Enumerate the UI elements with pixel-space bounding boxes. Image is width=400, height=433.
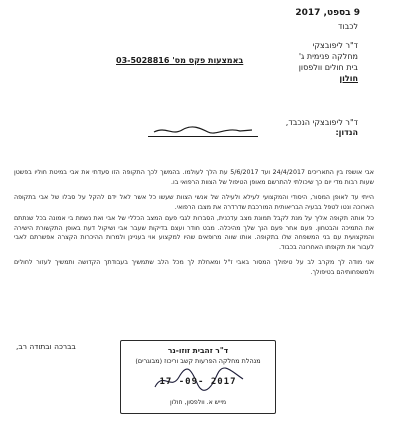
salutation: ד"ר ליפובצקי הנכבד, bbox=[285, 118, 358, 127]
closing-line: בברכה ובתודה רב, bbox=[16, 342, 76, 351]
stamp-organization: מייש א. וולפסון, חולון bbox=[169, 399, 227, 406]
stamp-date: 17 -09- 2017 bbox=[159, 377, 237, 387]
stamp-name: ד"ר זהבית זוזו-נר bbox=[167, 346, 229, 355]
body-paragraph: אני מודה לך מקרב לב על טיפולך המסור באבי ז"ל ומאחלת לך מכל הלב שתמשיך בעבודתך הקדושה ותמשיך לעזור לחולים ולמשפחותיהם בטיפולך. bbox=[14, 259, 374, 276]
body-paragraph: הייתי עד לאופן המסור, היסודי והמקצועי לעילא ולעילה של אנשי הצוות שעשו כל אשר לאל ידם להקל על סבלו של אבי בתקופה הארוכה ונטו לטפל בבעיה הבריאותית המורכבת שדרדרה את מצבו הרפואי. bbox=[14, 194, 374, 211]
to-label: לכבוד bbox=[338, 22, 358, 31]
fax-line: באמצעות פקס מס' 03-5028816 bbox=[116, 56, 244, 65]
body-paragraph: כל אותה תקופה אליך על מנת לקבל תמונת מצב עדכנית, הסברות לגבי פעם המצב הכללי של אבי ואת נשמת בי אמונה בכל שנתתם את התמיכה והבטחון. פעם אחר פעם הנך שלך מהיכלה. מבט חודר ועצם בדיקות שעבר אבי ושיקול דעת באופן התקשורת הישירה והמקצועית עם בני המשפחה שלו בתקופה. אותו שווה מרופאים שהיו למקצוע אוי בעניינן ולמרות ההיכרות הקצרה אפשרתם לאבי לעבור את תקופתו האחרונה בכבוד. bbox=[14, 215, 374, 251]
recipient-line: ד"ר ליפובצקי bbox=[312, 41, 358, 50]
physician-stamp bbox=[120, 340, 276, 414]
recipient-line: מחלקה פנימית ג' bbox=[298, 52, 358, 61]
letter-date: 9 בספט, 2017 bbox=[295, 8, 360, 18]
subject-underline bbox=[148, 136, 258, 137]
recipient-block bbox=[299, 40, 358, 84]
recipient-line: בית חולים וולפסון bbox=[298, 63, 358, 72]
recipient-city: חולון bbox=[339, 74, 358, 83]
subject-label: הנדון: bbox=[335, 128, 358, 137]
body-paragraph: אבי אושפז בין התאריכים 24/4/2017 ועד 5/6/2017 עת הלך לעולמו. בהמשך לכך התקופה הזו סעדתי את אבי במיטת חוליו בפשטן שעות רבות מדי יום כך שיכולתי להתרשם מאופן הטיפול של הצוות הרפואי בו. bbox=[14, 169, 374, 186]
stamp-department: מנהלת מחלקה הפרעות קשב וריכוז (מבוגרים) bbox=[135, 357, 261, 365]
